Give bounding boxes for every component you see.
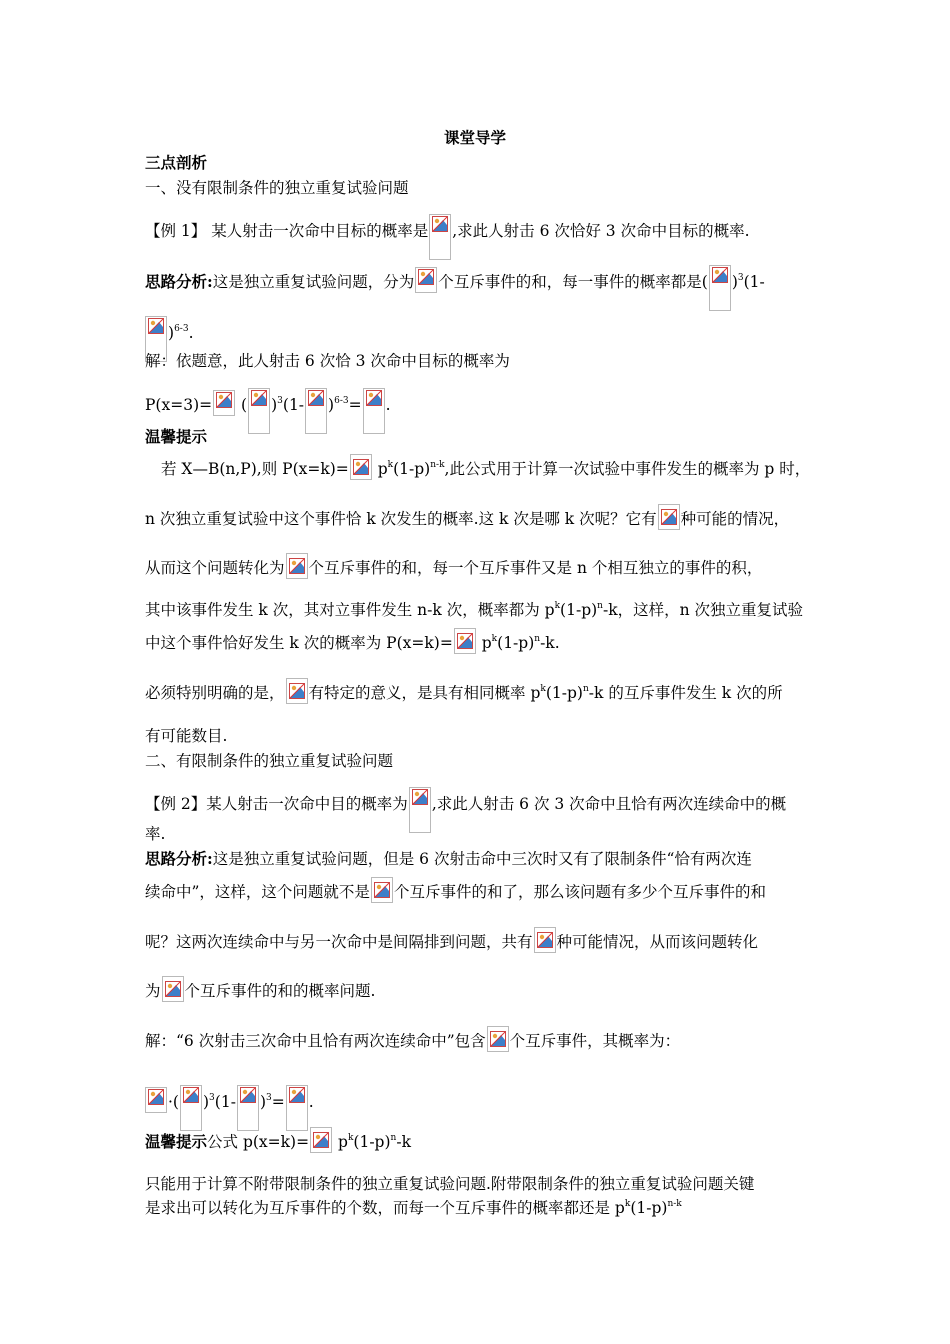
formula-1: P(x=3)= ( )$^3$(1- )$^{6-3}$= . xyxy=(145,388,820,434)
example-2: 【例 2】某人射击一次命中目的概率为 ,求此人射击 6 次 3 次命中且恰有两次连续命中的概 xyxy=(145,787,820,833)
formula-image-icon xyxy=(429,214,451,260)
solution-1: 解：依题意，此人射击 6 次恰 3 次命中目标的概率为 xyxy=(145,352,510,370)
formula-image-icon xyxy=(286,678,308,704)
formula-image-icon xyxy=(145,1087,167,1113)
example-2-cont: 率. xyxy=(145,825,166,843)
analysis-label: 思路分析: xyxy=(145,849,213,868)
formula-2: ·( )$^3$(1- )$^3$= . xyxy=(145,1085,820,1131)
formula-image-icon xyxy=(454,628,476,654)
formula-image-icon xyxy=(162,976,184,1002)
formula-image-icon xyxy=(371,877,393,903)
analysis-2-line-4: 为 个互斥事件的和的概率问题. xyxy=(145,976,820,1002)
analysis-2-line-2: 续命中”，这样，这个问题就不是 个互斥事件的和了，那么该问题有多少个互斥事件的和 xyxy=(145,877,820,903)
tip1-line-6: 必须特别明确的是， 有特定的意义，是具有相同概率 $p^k(1-p)^n-k$ 的互斥事件发生 k 次的所 xyxy=(145,678,820,704)
formula-image-icon xyxy=(286,1085,308,1131)
tip2-heading: 温馨提示 xyxy=(145,1132,208,1151)
page-title: 课堂导学 xyxy=(443,128,506,147)
formula-image-icon xyxy=(350,454,372,480)
part1-heading: 一、没有限制条件的独立重复试验问题 xyxy=(145,179,409,197)
analysis-2-line-1: 思路分析:这是独立重复试验问题，但是 6 次射击命中三次时又有了限制条件“恰有两次连 xyxy=(145,849,752,868)
tip2-line-3: 是求出可以转化为互斥事件的个数，而每一个互斥事件的概率都还是 $p^k(1-p)^{n-k}$ xyxy=(145,1199,682,1217)
formula-image-icon xyxy=(213,390,235,416)
part2-heading: 二、有限制条件的独立重复试验问题 xyxy=(145,752,394,770)
tip1-heading: 温馨提示 xyxy=(145,427,208,446)
solution-2: 解：“6 次射击三次命中且恰有两次连续命中”包含 个互斥事件，其概率为： xyxy=(145,1026,820,1052)
formula-image-icon xyxy=(237,1085,259,1131)
tip1-line-5: 中这个事件恰好发生 k 次的概率为 P(x=k)= $p^k(1-p)^n-k$. xyxy=(145,628,820,654)
example-1: 【例 1】 某人射击一次命中目标的概率是 ,求此人射击 6 次恰好 3 次命中目标的概率. xyxy=(145,214,820,260)
formula-image-icon xyxy=(487,1026,509,1052)
tip1-line-7: 有可能数目. xyxy=(145,727,228,745)
analysis-1: 思路分析:这是独立重复试验问题，分为 个互斥事件的和，每一事件的概率都是( )$^3$(1- xyxy=(145,265,820,311)
analysis-1-cont: )$^{6-3}$. xyxy=(145,316,820,362)
formula-image-icon xyxy=(310,1127,332,1153)
analysis-2-line-3: 呢？这两次连续命中与另一次命中是间隔排到问题，共有 种可能情况，从而该问题转化 xyxy=(145,927,820,953)
tip1-line-3: 从而这个问题转化为 个互斥事件的和，每一个互斥事件又是 n 个相互独立的事件的积， xyxy=(145,553,820,579)
formula-image-icon xyxy=(286,553,308,579)
formula-image-icon xyxy=(415,267,437,293)
section-heading: 三点剖析 xyxy=(145,153,208,172)
example-label: 【例 1】 xyxy=(145,222,207,240)
tip1-line-4: 其中该事件发生 k 次，其对立事件发生 n-k 次，概率都为 $p^k(1-p)^n-k$，这样，n 次独立重复试验 xyxy=(145,601,804,619)
tip2-line-1: 温馨提示公式 p(x=k)= $p^k(1-p)^n-k$ xyxy=(145,1127,820,1153)
tip1-line-2: n 次独立重复试验中这个事件恰 k 次发生的概率.这 k 次是哪 k 次呢？它有 种可能的情况， xyxy=(145,504,820,530)
formula-image-icon xyxy=(180,1085,202,1131)
formula-image-icon xyxy=(658,504,680,530)
analysis-label: 思路分析: xyxy=(145,272,213,291)
tip2-line-2: 只能用于计算不附带限制条件的独立重复试验问题.附带限制条件的独立重复试验问题关键 xyxy=(145,1175,755,1193)
example-label: 【例 2】 xyxy=(145,795,207,813)
formula-image-icon xyxy=(709,265,731,311)
formula-image-icon xyxy=(534,927,556,953)
tip1-line-1: 若 X—B(n,P),则 P(x=k)= $p^k(1-p)^{n-k}$,此公式用于计算一次试验中事件发生的概率为 p 时， xyxy=(145,454,820,480)
